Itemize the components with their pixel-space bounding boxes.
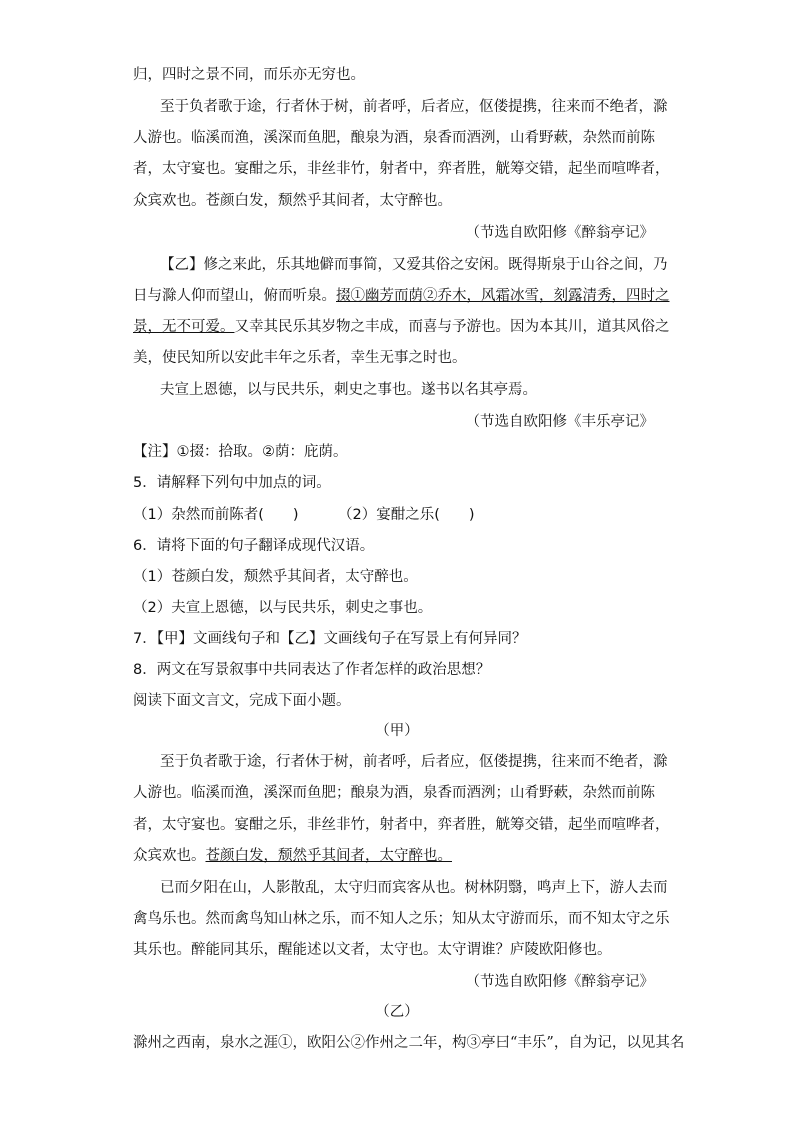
yi1-line-4: 美，使民知所以安此丰年之乐者，幸生无事之时也。 <box>133 350 467 366</box>
notes: 【注】①掇：拾取。②荫：庇荫。 <box>133 444 348 460</box>
jia2-heading: （甲） <box>375 723 419 739</box>
jia2-line-4 <box>133 846 659 866</box>
jia2-line-7: 其乐也。醉能同其乐，醒能述以文者，太守也。太守谓谁？庐陵欧阳修也。 <box>133 942 612 958</box>
yi1-line-2 <box>133 286 670 306</box>
jia2-source: （节选自欧阳修《醉翁亭记》 <box>465 974 654 990</box>
yi1-underlined-1: 掇①幽芳而荫②乔木，风霜冰雪，刻露清秀，四时之 <box>336 288 670 304</box>
yi1-line-5: 夫宣上恩德，以与民共乐，刺史之事也。遂书以名其亭焉。 <box>160 382 537 398</box>
jia1-line-2: 人游也。临溪而渔，溪深而鱼肥，酿泉为酒，泉香而酒洌，山肴野蔌，杂然而前陈 <box>133 130 655 146</box>
jia2-line-4-text: 众宾欢也。 <box>133 848 206 864</box>
jia2-line-2: 人游也。临溪而渔，溪深而鱼肥；酿泉为酒，泉香而酒洌；山肴野蔌，杂然而前陈 <box>133 785 655 801</box>
jia2-line-5: 已而夕阳在山，人影散乱，太守归而宾客从也。树林阴翳，鸣声上下，游人去而 <box>160 880 668 896</box>
jia1-line-0: 归，四时之景不同，而乐亦无穷也。 <box>133 67 365 83</box>
yi2-line-1: 滁州之西南，泉水之涯①，欧阳公②作州之二年，构③亭曰“丰乐”，自为记，以见其名 <box>133 1035 685 1051</box>
reading-instruction: 阅读下面文言文，完成下面小题。 <box>133 693 351 709</box>
question-5-part-2: （2）宴酣之乐( ) <box>338 507 475 523</box>
question-6-part-2: （2）夫宣上恩德，以与民共乐，刺史之事也。 <box>133 600 433 616</box>
yi1-underlined-2: 景，无不可爱。 <box>133 319 235 335</box>
jia2-line-3: 者，太守宴也。宴酣之乐，非丝非竹，射者中，弈者胜，觥筹交错，起坐而喧哗者， <box>133 817 670 833</box>
question-6-part-1: （1）苍颜白发，颓然乎其间者，太守醉也。 <box>133 569 418 585</box>
question-8: 8．两文在写景叙事中共同表达了作者怎样的政治思想？ <box>133 662 491 678</box>
jia1-line-1: 至于负者歌于途，行者休于树，前者呼，后者应，伛偻提携，往来而不绝者，滁 <box>160 99 668 115</box>
yi2-heading: （乙） <box>375 1004 419 1020</box>
jia2-line-6: 禽鸟乐也。然而禽鸟知山林之乐，而不知人之乐；知从太守游而乐，而不知太守之乐 <box>133 911 670 927</box>
jia2-underlined: 苍颜白发，颓然乎其间者，太守醉也。 <box>205 848 452 864</box>
question-5: 5．请解释下列句中加点的词。 <box>133 475 331 491</box>
yi1-source: （节选自欧阳修《丰乐亭记》 <box>465 414 654 430</box>
jia1-source: （节选自欧阳修《醉翁亭记》 <box>465 225 654 241</box>
jia1-line-4: 众宾欢也。苍颜白发，颓然乎其间者，太守醉也。 <box>133 193 452 209</box>
question-5-part-1: （1）杂然而前陈者( ) <box>133 507 299 523</box>
yi1-line-1: 【乙】修之来此，乐其地僻而事简，又爱其俗之安闲。既得斯泉于山谷之间，乃 <box>160 257 668 273</box>
question-6: 6．请将下面的句子翻译成现代汉语。 <box>133 538 375 554</box>
question-7: 7．【甲】文画线句子和【乙】文画线句子在写景上有何异同？ <box>133 631 527 647</box>
yi1-line-3 <box>133 317 670 337</box>
yi1-line-2-text: 日与滁人仰而望山，俯而听泉。 <box>133 288 336 304</box>
yi1-line-3-text: 又幸其民乐其岁物之丰成，而喜与予游也。因为本其川，道其风俗之 <box>234 319 670 335</box>
jia2-line-1: 至于负者歌于途，行者休于树，前者呼，后者应，伛偻提携，往来而不绝者，滁 <box>160 754 668 770</box>
jia1-line-3: 者，太守宴也。宴酣之乐，非丝非竹，射者中，弈者胜，觥筹交错，起坐而喧哗者， <box>133 161 670 177</box>
